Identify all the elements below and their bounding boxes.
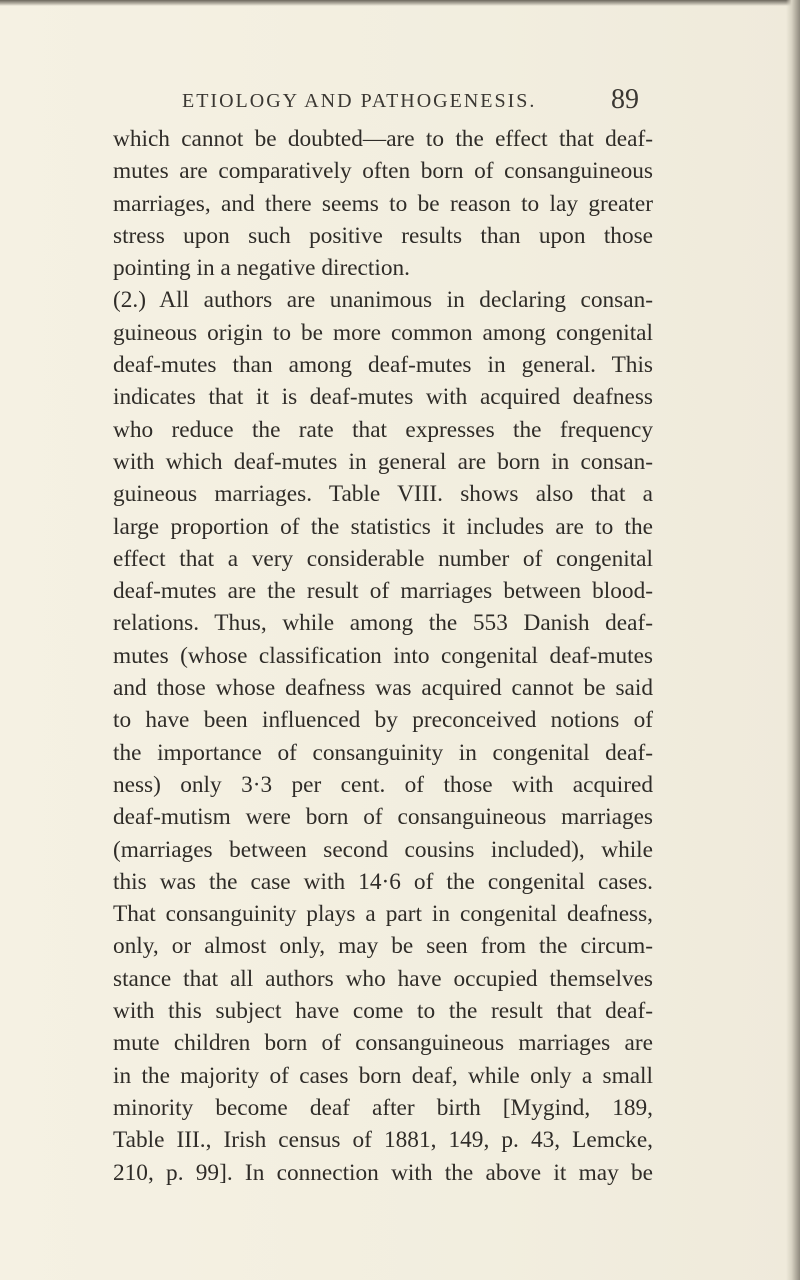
text-line: to have been influenced by preconceived notions of [113, 707, 653, 734]
text-line: deaf-mutes are the result of marriages between blood- [113, 578, 653, 605]
text-line: deaf-mutism were born of consanguineous marriages [113, 804, 653, 831]
text-line: and those whose deafness was acquired cannot be said [113, 675, 653, 702]
text-line: ness) only 3·3 per cent. of those with acquired [113, 771, 653, 798]
page-number: 89 [611, 84, 639, 115]
text-line: (2.) All authors are unanimous in declaring consan- [113, 287, 653, 314]
text-line: relations. Thus, while among the 553 Danish deaf- [113, 610, 653, 637]
text-line: which cannot be doubted—are to the effect that deaf- [113, 126, 653, 152]
text-line: with which deaf-mutes in general are born in consan- [113, 448, 653, 475]
text-line: pointing in a negative direction. [113, 255, 410, 282]
text-line: marriages, and there seems to be reason to lay greater [113, 190, 653, 217]
text-line: guineous origin to be more common among congenital [113, 319, 653, 346]
running-head: ETIOLOGY AND PATHOGENESIS. [182, 90, 537, 112]
text-line: only, or almost only, may be seen from the circum- [113, 933, 653, 960]
text-line: mutes (whose classification into congenital deaf-mutes [113, 642, 653, 669]
page-right-edge [786, 0, 800, 1280]
text-line: Table III., Irish census of 1881, 149, p. 43, Lemcke, [113, 1127, 653, 1154]
text-line: with this subject have come to the result that deaf- [113, 998, 653, 1025]
text-line: effect that a very considerable number of congenital [113, 545, 653, 572]
text-line: guineous marriages. Table VIII. shows also that a [113, 481, 653, 508]
text-line: 210, p. 99]. In connection with the above it may be [113, 1159, 653, 1186]
text-line: the importance of consanguinity in congenital deaf- [113, 739, 653, 766]
text-line: mutes are comparatively often born of consanguineous [113, 158, 653, 185]
text-line: this was the case with 14·6 of the congenital cases. [113, 868, 653, 895]
text-line: indicates that it is deaf-mutes with acquired deafness [113, 384, 653, 411]
text-line: That consanguinity plays a part in congenital deafness, [113, 901, 653, 928]
text-line: mute children born of consanguineous marriages are [113, 1030, 653, 1057]
body-text [113, 123, 653, 1189]
text-line: stress upon such positive results than upon those [113, 222, 653, 249]
text-line: large proportion of the statistics it includes are to the [113, 513, 653, 540]
text-line: (marriages between second cousins included), while [113, 836, 653, 863]
text-line: stance that all authors who have occupied themselves [113, 965, 653, 992]
text-line: in the majority of cases born deaf, while only a small [113, 1062, 653, 1089]
page-top-edge [0, 0, 800, 6]
text-line: deaf-mutes than among deaf-mutes in general. This [113, 352, 653, 379]
text-line: minority become deaf after birth [Mygind, 189, [113, 1094, 653, 1121]
text-line: who reduce the rate that expresses the frequency [113, 416, 653, 443]
